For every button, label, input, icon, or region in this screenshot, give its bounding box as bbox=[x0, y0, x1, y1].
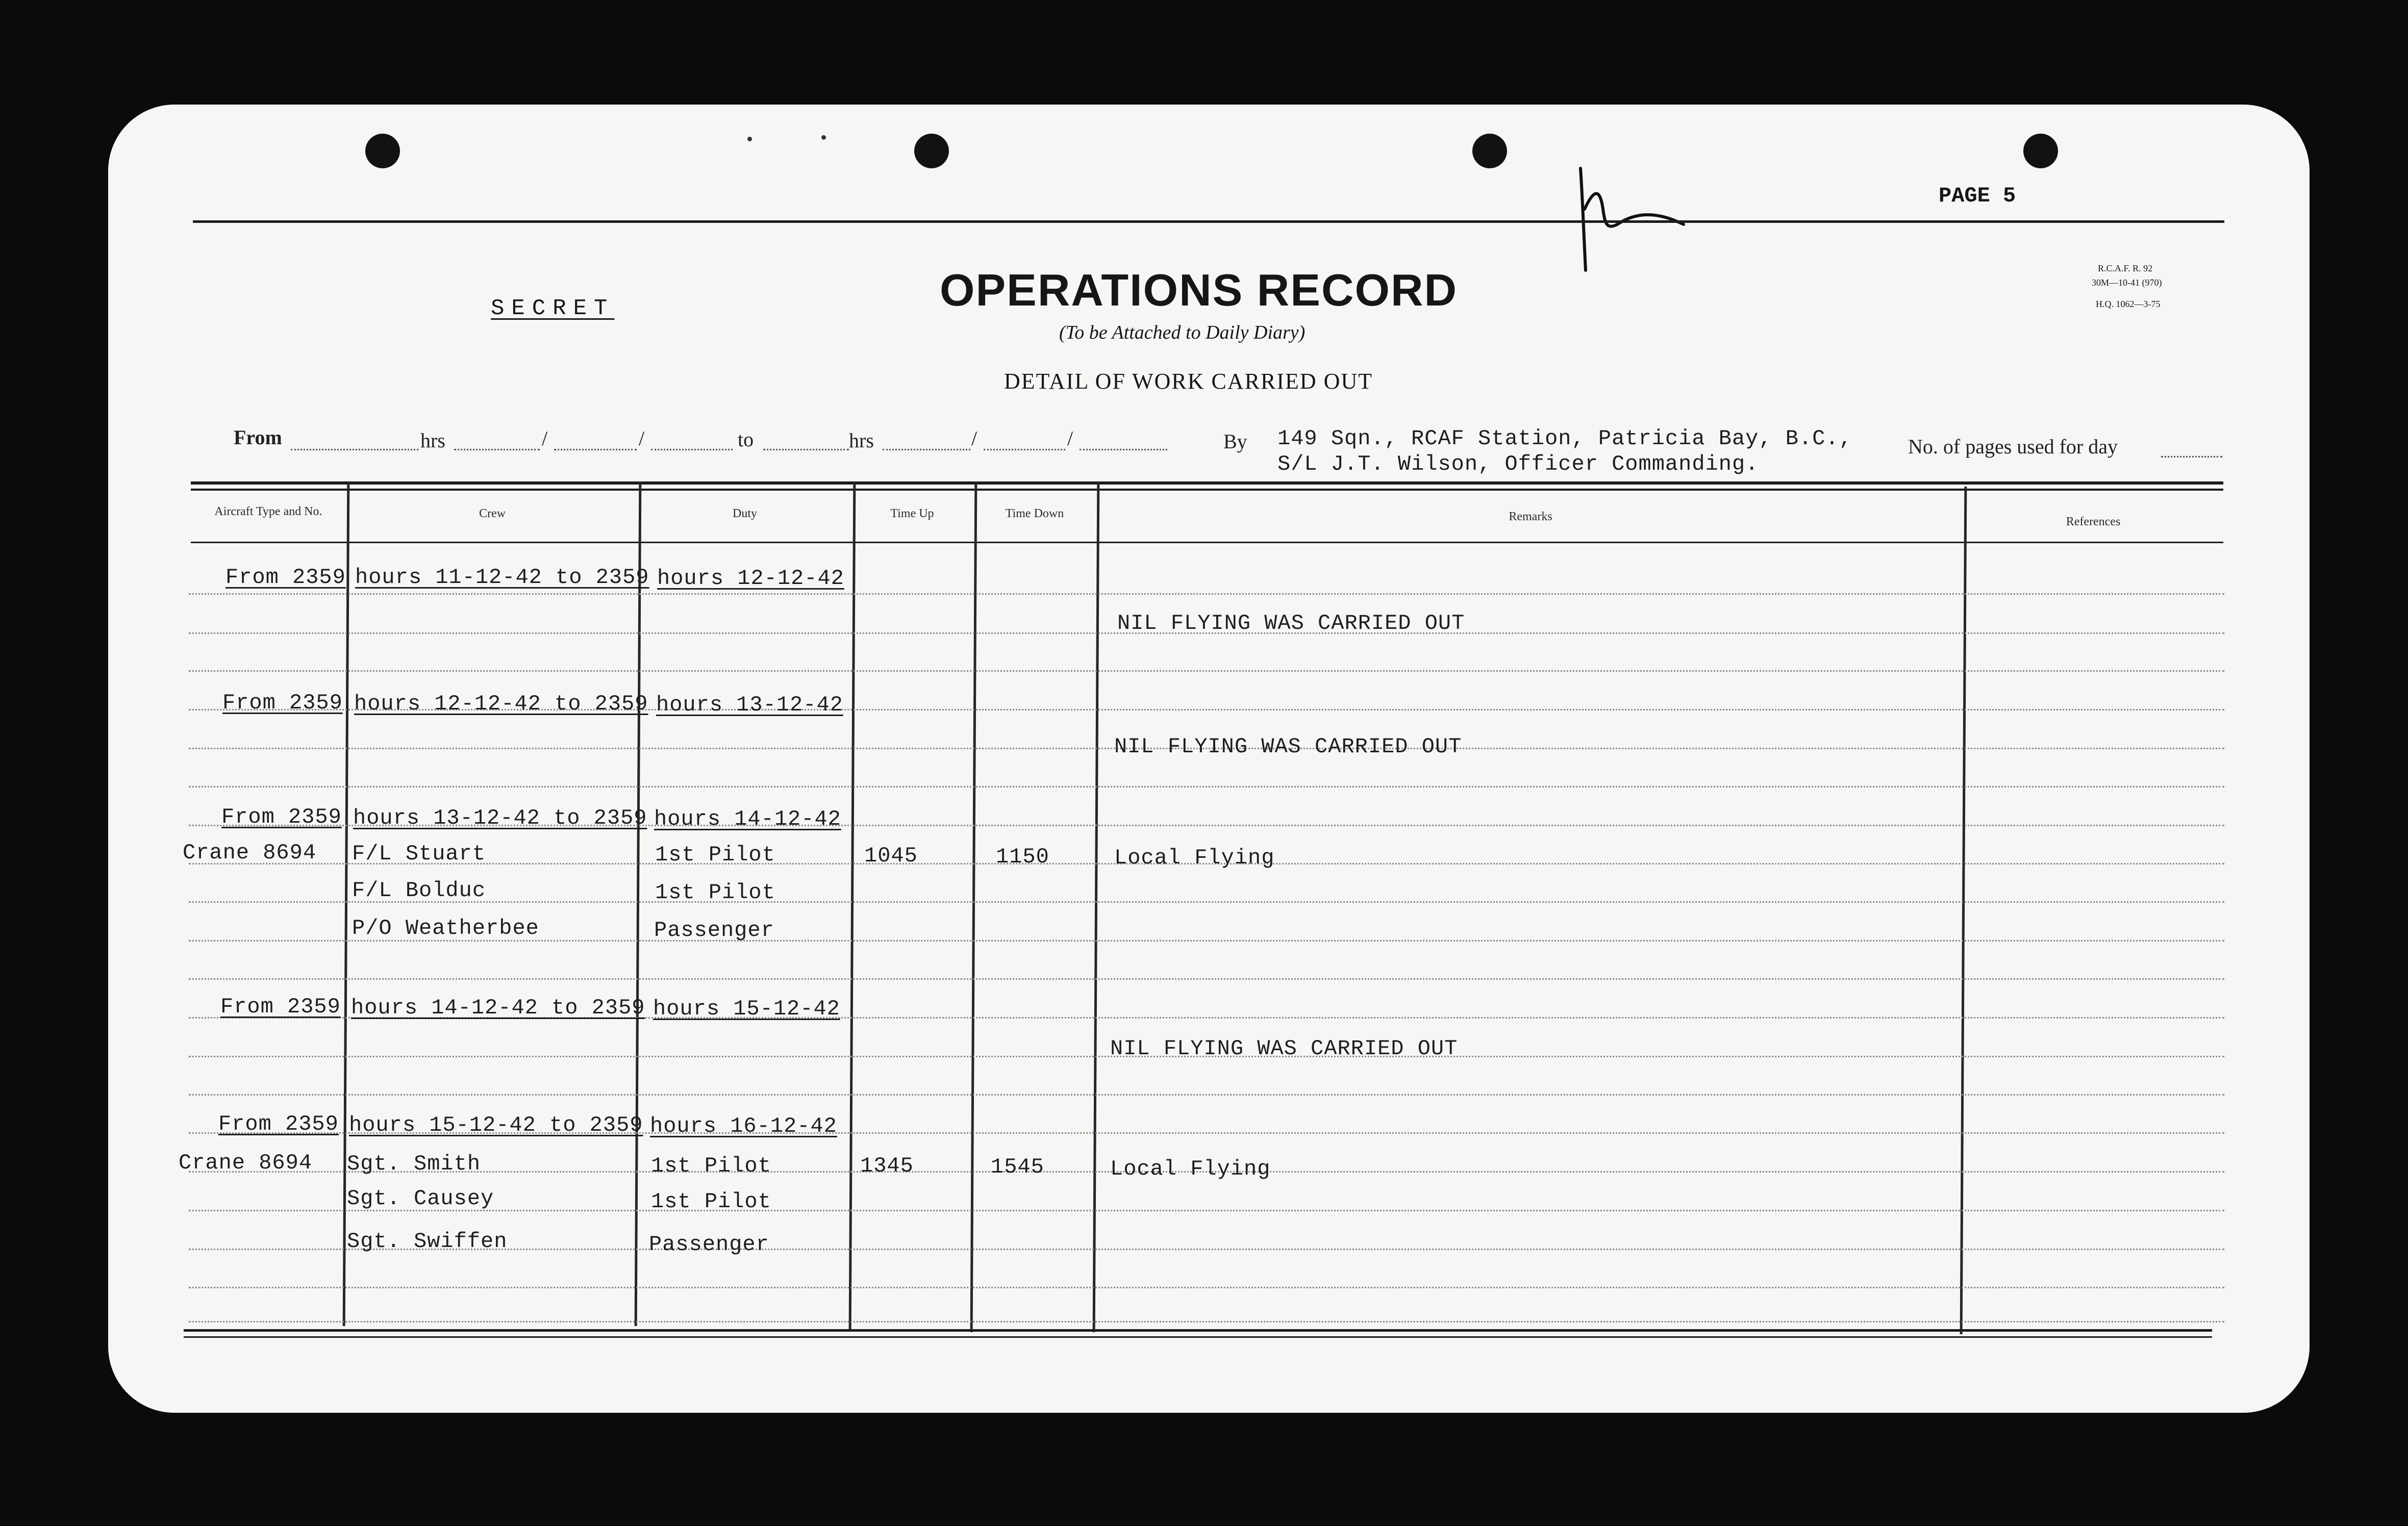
period-2-from: From 2359 bbox=[222, 691, 343, 715]
flight-2-duty-1: 1st Pilot bbox=[651, 1154, 771, 1178]
flight-2-duty-3: Passenger bbox=[649, 1232, 769, 1257]
ruled-line bbox=[189, 670, 2224, 672]
slash-2: / bbox=[639, 427, 645, 450]
col-aircraft: Aircraft Type and No. bbox=[214, 505, 322, 518]
flight-2-duty-2: 1st Pilot bbox=[651, 1189, 771, 1214]
bottom-rule-bottom bbox=[184, 1336, 2212, 1338]
punch-hole-3 bbox=[1472, 134, 1507, 168]
pages-used-fill bbox=[2161, 456, 2222, 457]
hrs-label-1: hrs bbox=[420, 429, 445, 452]
period-1-from: From 2359 bbox=[225, 565, 346, 590]
nil-flying-2: NIL FLYING WAS CARRIED OUT bbox=[1114, 734, 1462, 759]
punch-hole-1 bbox=[365, 134, 400, 168]
flight-2-crew-3: Sgt. Swiffen bbox=[347, 1229, 508, 1254]
period-2-hours: hours 12-12-42 to 2359 bbox=[354, 692, 648, 716]
speck bbox=[821, 135, 826, 140]
punch-hole-4 bbox=[2023, 134, 2058, 168]
date-fill-4 bbox=[1080, 449, 1167, 450]
form-code-2: 30M—10-41 (970) bbox=[2092, 277, 2162, 288]
ruled-line bbox=[189, 1321, 2224, 1322]
date-fill-2 bbox=[651, 449, 733, 450]
flight-1-time-down: 1150 bbox=[996, 845, 1049, 869]
by-label: By bbox=[1223, 430, 1247, 453]
security-classification: SECRET bbox=[491, 296, 615, 321]
flight-2-time-down: 1545 bbox=[991, 1155, 1044, 1179]
ruled-line bbox=[189, 786, 2224, 787]
flight-1-duty-3: Passenger bbox=[654, 918, 774, 943]
col-duty: Duty bbox=[733, 507, 757, 520]
period-5-hours: hours 15-12-42 to 2359 bbox=[349, 1113, 643, 1137]
ruled-line bbox=[189, 978, 2224, 980]
ruled-line bbox=[189, 593, 2224, 595]
date-fill-3 bbox=[984, 449, 1065, 450]
col-crew: Crew bbox=[479, 507, 506, 520]
page-title: OPERATIONS RECORD bbox=[940, 265, 1458, 315]
flight-2-crew-2: Sgt. Causey bbox=[347, 1186, 494, 1211]
flight-1-crew-2: F/L Bolduc bbox=[352, 878, 486, 903]
to-label: to bbox=[738, 428, 754, 451]
ruled-line bbox=[189, 901, 2224, 903]
period-3-hours: hours 13-12-42 to 2359 bbox=[353, 806, 647, 830]
slash-1: / bbox=[542, 427, 548, 450]
from-fill bbox=[291, 449, 418, 450]
period-1-to: hours 12-12-42 bbox=[657, 566, 844, 591]
bottom-rule-top bbox=[184, 1329, 2212, 1332]
flight-2-aircraft: Crane 8694 bbox=[179, 1151, 313, 1175]
header-rule-bottom bbox=[191, 489, 2223, 491]
col-references: References bbox=[2066, 515, 2121, 528]
page-subtitle: (To be Attached to Daily Diary) bbox=[1059, 322, 1306, 343]
hrs-fill-1 bbox=[454, 449, 540, 450]
period-3-to: hours 14-12-42 bbox=[654, 807, 841, 831]
ruled-line bbox=[189, 1094, 2224, 1096]
from-label: From bbox=[234, 426, 282, 449]
flight-1-crew-3: P/O Weatherbee bbox=[352, 916, 539, 940]
period-2-to: hours 13-12-42 bbox=[656, 693, 843, 717]
pages-used-label: No. of pages used for day bbox=[1908, 435, 2118, 458]
page-number: PAGE 5 bbox=[1939, 184, 2016, 208]
flight-1-aircraft: Crane 8694 bbox=[183, 841, 317, 865]
flight-2-time-up: 1345 bbox=[860, 1154, 914, 1178]
form-code-3: H.Q. 1062—3-75 bbox=[2096, 299, 2161, 309]
period-5-to: hours 16-12-42 bbox=[650, 1114, 837, 1138]
slash-3: / bbox=[971, 427, 977, 450]
slash-4: / bbox=[1067, 427, 1073, 450]
nil-flying-1: NIL FLYING WAS CARRIED OUT bbox=[1117, 611, 1465, 635]
col-time-down: Time Down bbox=[1005, 507, 1064, 520]
period-5-from: From 2359 bbox=[218, 1112, 339, 1136]
handwritten-initial-mark bbox=[1571, 153, 1704, 281]
flight-1-duty-1: 1st Pilot bbox=[655, 843, 775, 867]
to-fill bbox=[763, 449, 849, 450]
flight-1-crew-1: F/L Stuart bbox=[352, 842, 486, 866]
column-head-rule bbox=[191, 542, 2223, 543]
ruled-line bbox=[189, 1210, 2224, 1211]
unit-line-2: S/L J.T. Wilson, Officer Commanding. bbox=[1277, 452, 1759, 476]
flight-2-crew-1: Sgt. Smith bbox=[347, 1152, 481, 1176]
period-4-to: hours 15-12-42 bbox=[653, 997, 840, 1021]
hrs-fill-2 bbox=[883, 449, 970, 450]
section-heading: DETAIL OF WORK CARRIED OUT bbox=[1004, 369, 1373, 394]
unit-line-1: 149 Sqn., RCAF Station, Patricia Bay, B.C., bbox=[1277, 426, 1852, 451]
nil-flying-3: NIL FLYING WAS CARRIED OUT bbox=[1110, 1036, 1458, 1061]
flight-1-remark: Local Flying bbox=[1114, 846, 1275, 870]
form-code-1: R.C.A.F. R. 92 bbox=[2098, 263, 2153, 273]
flight-1-time-up: 1045 bbox=[864, 844, 918, 868]
period-1-hours: hours 11-12-42 to 2359 bbox=[355, 565, 649, 590]
ruled-line bbox=[189, 1287, 2224, 1288]
date-fill-1 bbox=[554, 449, 637, 450]
flight-2-remark: Local Flying bbox=[1110, 1157, 1271, 1181]
hrs-label-2: hrs bbox=[849, 429, 874, 452]
period-4-from: From 2359 bbox=[220, 995, 341, 1019]
flight-1-duty-2: 1st Pilot bbox=[655, 880, 775, 905]
punch-hole-2 bbox=[914, 134, 949, 168]
header-rule-top bbox=[191, 481, 2223, 485]
col-time-up: Time Up bbox=[890, 507, 934, 520]
period-4-hours: hours 14-12-42 to 2359 bbox=[351, 996, 645, 1020]
speck bbox=[747, 137, 752, 141]
period-3-from: From 2359 bbox=[221, 805, 342, 829]
top-rule bbox=[193, 220, 2224, 223]
col-remarks: Remarks bbox=[1509, 510, 1552, 523]
